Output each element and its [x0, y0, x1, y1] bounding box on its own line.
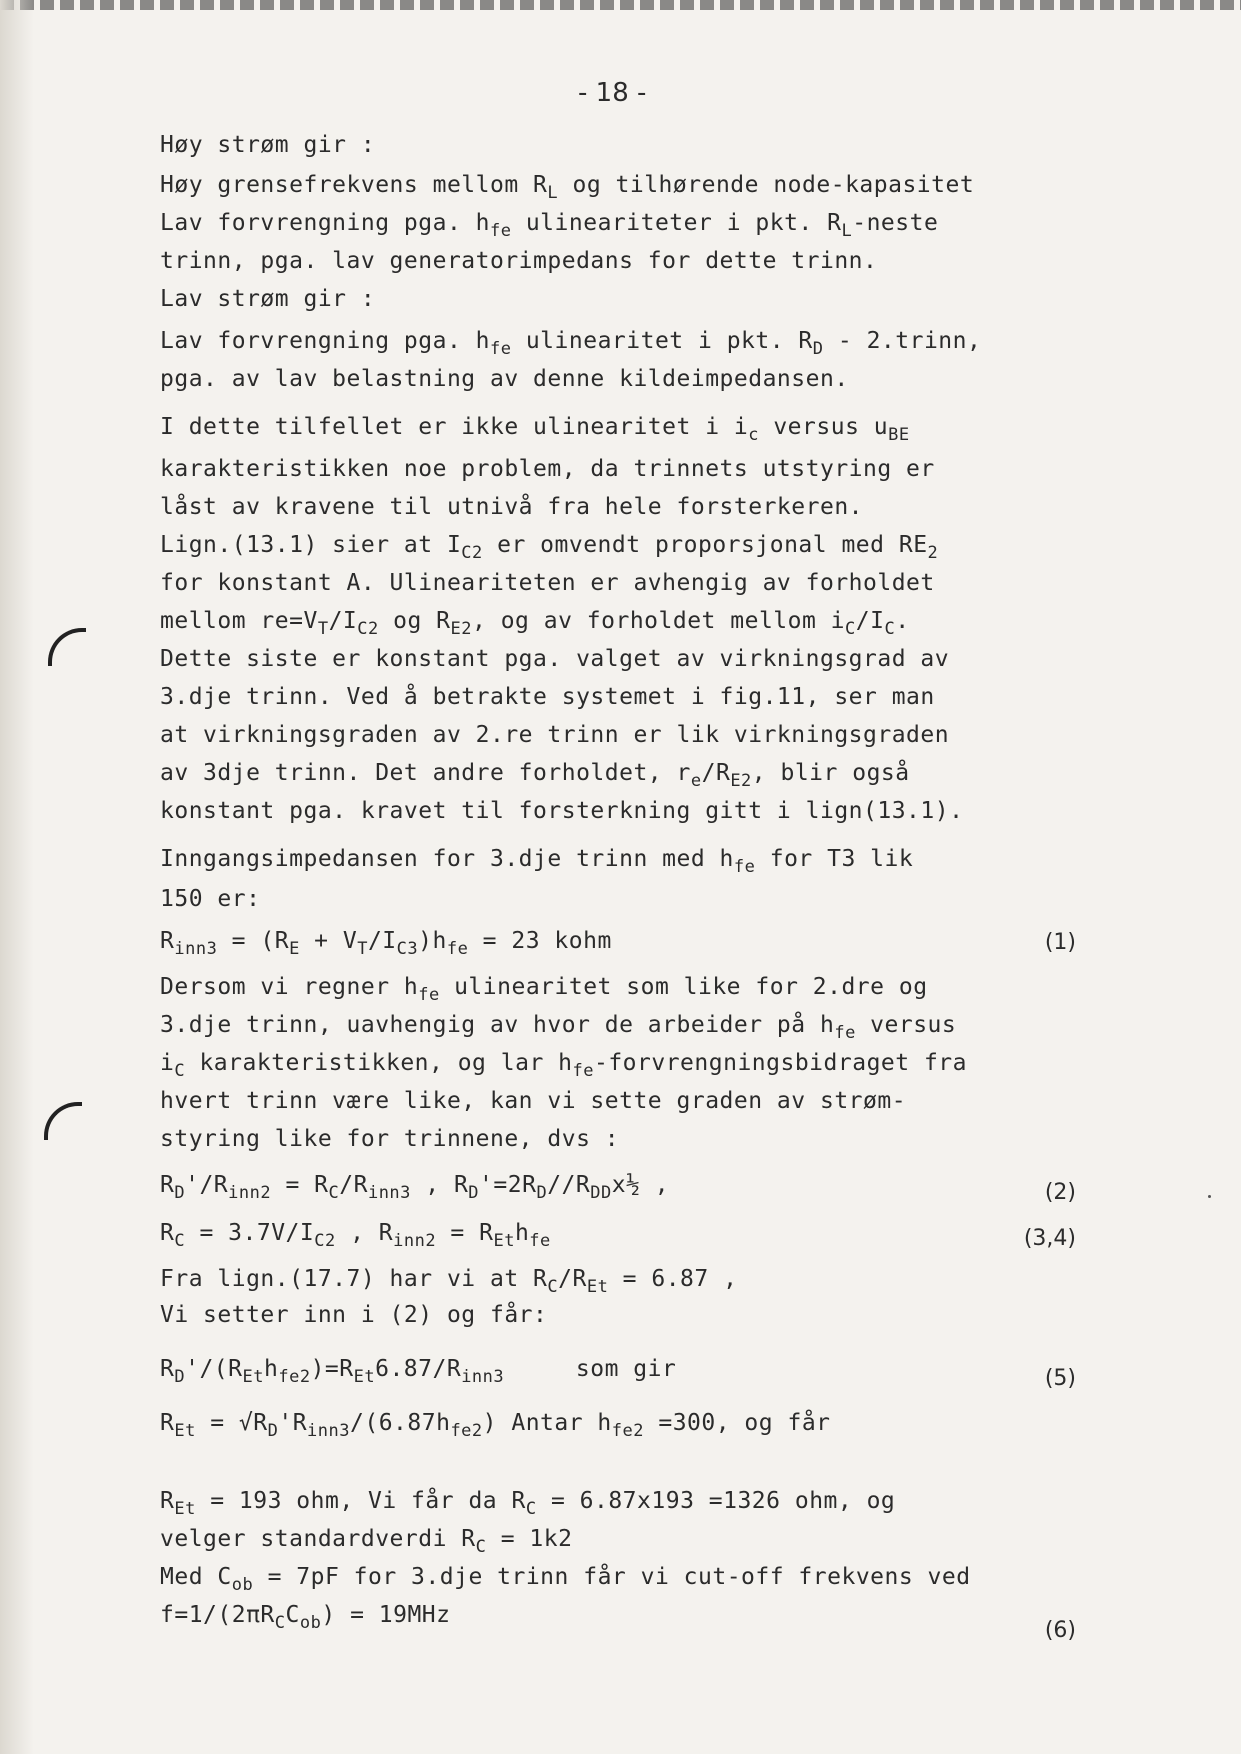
punch-hole-mark-top: [48, 628, 86, 666]
text-line: $f=1/(2\pi R_CC_{ob}) = 19MHz$: [160, 1602, 451, 1633]
text-line: styring like for trinnene, dvs :: [160, 1126, 620, 1152]
text-line: 3.dje trinn. Ved å betrakte systemet i fig.11, ser man: [160, 684, 935, 710]
text-line: Lav forvrengning pga. $h_{fe}$ ulineariteter i pkt. $R_L$-neste: [160, 210, 939, 241]
text-line: låst av kravene til utnivå fra hele forsterkeren.: [160, 494, 864, 520]
text-line: 3.dje trinn, uavhengig av hvor de arbeider på $h_{fe}$ versus: [160, 1012, 957, 1043]
punch-hole-mark-bottom: [44, 1102, 82, 1140]
text-line: mellom $re=V_T/I_{C2}$ og $R_{E2}$, og av forholdet mellom $i_C/I_C$.: [160, 608, 910, 639]
text-line: av 3dje trinn. Det andre forholdet, $r_e/R_{E2}$, blir også: [160, 760, 910, 791]
text-line: Høy grensefrekvens mellom $R_L$ og tilhørende node-kapasitet: [160, 172, 975, 203]
equation-number: (6): [1044, 1618, 1076, 1643]
equation-number: (5): [1044, 1366, 1076, 1391]
text-line: Fra lign.(17.7) har vi at $R_C/R_{Et} = 6.87$ ,: [160, 1266, 738, 1297]
text-line: $R_{inn3} = (R_E + V_T/I_{C3})h_{fe} = 23$ kohm: [160, 928, 612, 959]
text-line: $R_D'/R_{inn2} = R_C/R_{inn3}$ , $R_D'=2R_D//R_{DD}x\frac{1}{2}$ ,: [160, 1172, 670, 1203]
text-line: Inngangsimpedansen for 3.dje trinn med $h_{fe}$ for T3 lik: [160, 846, 914, 877]
text-line: konstant pga. kravet til forsterkning gitt i lign(13.1).: [160, 798, 964, 824]
text-line: at virkningsgraden av 2.re trinn er lik virkningsgraden: [160, 722, 950, 748]
page-left-shadow: [0, 0, 34, 1754]
equation-number: (1): [1044, 930, 1076, 955]
text-line: $R_D'/(R_{Et}h_{fe2})=R_{Et}6.87/R_{inn3}$ som gir: [160, 1356, 677, 1387]
text-line: 150 er:: [160, 886, 261, 912]
text-line: velger standardverdi $R_C = 1k2$: [160, 1526, 573, 1557]
text-line: $R_{Et} = √R_D'R_{inn3}/(6.87h_{fe2})$ Antar $h_{fe2} =300$, og får: [160, 1410, 831, 1441]
page-number: - 18 -: [578, 78, 647, 108]
text-line: I dette tilfellet er ikke ulinearitet i $i_c$ versus $u_{BE}$: [160, 414, 910, 445]
text-line: Dersom vi regner $h_{fe}$ ulinearitet som like for 2.dre og: [160, 974, 928, 1005]
text-line: Dette siste er konstant pga. valget av virkningsgrad av: [160, 646, 950, 672]
text-line: Lav forvrengning pga. $h_{fe}$ ulinearitet i pkt. $R_D$ - 2.trinn,: [160, 328, 982, 359]
text-line: pga. av lav belastning av denne kildeimpedansen.: [160, 366, 849, 392]
text-line: trinn, pga. lav generatorimpedans for dette trinn.: [160, 248, 878, 274]
stray-mark: [1208, 1195, 1211, 1198]
text-line: Lav strøm gir :: [160, 286, 376, 312]
text-line: Med $C_{ob} = 7pF$ for 3.dje trinn får vi cut-off frekvens ved: [160, 1564, 971, 1595]
equation-number: (2): [1044, 1180, 1076, 1205]
text-line: karakteristikken noe problem, da trinnets utstyring er: [160, 456, 935, 482]
equation-number: (3,4): [1023, 1226, 1076, 1251]
text-line: Lign.(13.1) sier at $I_{C2}$ er omvendt proporsjonal med $RE_2$: [160, 532, 939, 563]
text-line: $i_C$ karakteristikken, og lar $h_{fe}$-forvrengningsbidraget fra: [160, 1050, 967, 1081]
page-top-edge: [0, 0, 1241, 10]
text-line: Høy strøm gir :: [160, 132, 376, 158]
text-line: $R_C = 3.7V/I_{C2}$ , $R_{inn2} = R_{Et}h_{fe}$: [160, 1220, 551, 1251]
text-line: hvert trinn være like, kan vi sette graden av strøm-: [160, 1088, 907, 1114]
text-line: for konstant A. Ulineariteten er avhengig av forholdet: [160, 570, 935, 596]
text-line: $R_{Et} = 193$ ohm, Vi får da $R_C = 6.87x193 =1326$ ohm, og: [160, 1488, 896, 1519]
text-line: Vi setter inn i (2) og får:: [160, 1302, 548, 1328]
